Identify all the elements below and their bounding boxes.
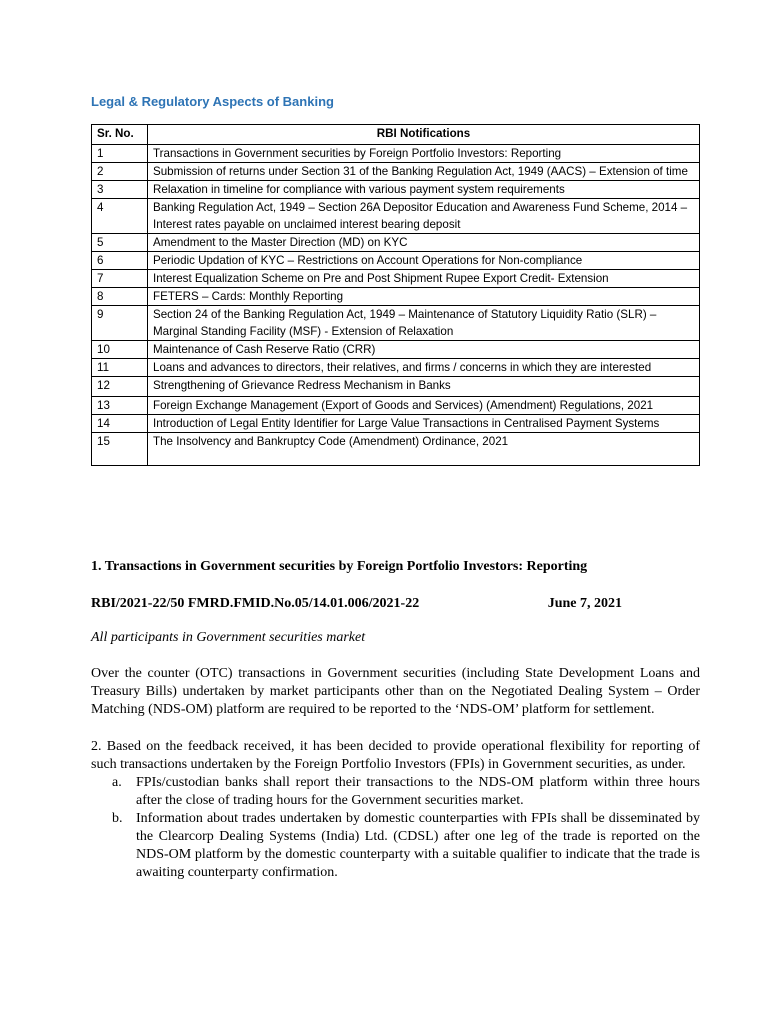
paragraph-1: Over the counter (OTC) transactions in Government securities (including State Development Loans and Treasury Bills) undertaken by market participants other than on the Negotiated Dealing System – Order Matching (NDS-OM) platform are required to be reported to the ‘NDS-OM’ platform for settlement. bbox=[91, 666, 700, 717]
section-heading: 1. Transactions in Government securities by Foreign Portfolio Investors: Reporting bbox=[91, 559, 588, 574]
list-marker: b. bbox=[112, 811, 123, 826]
list-item bbox=[112, 810, 700, 882]
row-title: Loans and advances to directors, their relatives, and firms / concerns in which they are interested bbox=[148, 359, 700, 377]
row-number: 6 bbox=[92, 252, 148, 270]
row-number: 10 bbox=[92, 341, 148, 359]
table-row bbox=[92, 341, 700, 359]
row-number: 9 bbox=[92, 306, 148, 341]
table-row bbox=[92, 377, 700, 397]
list-marker: a. bbox=[112, 775, 122, 790]
circular-date: June 7, 2021 bbox=[547, 596, 622, 611]
table-row bbox=[92, 415, 700, 433]
table-row bbox=[92, 288, 700, 306]
table-row bbox=[92, 270, 700, 288]
list-item-text: FPIs/custodian banks shall report their transactions to the NDS-OM platform within three hours after the close of trading hours for the Government securities market. bbox=[136, 775, 700, 808]
table-row bbox=[92, 145, 700, 163]
table-row bbox=[92, 359, 700, 377]
row-title: Section 24 of the Banking Regulation Act, 1949 – Maintenance of Statutory Liquidity Ratio (SLR) – Marginal Standing Facility (MSF) - Extension of Relaxation bbox=[148, 306, 700, 341]
list-item bbox=[112, 774, 700, 810]
row-number: 8 bbox=[92, 288, 148, 306]
row-number: 15 bbox=[92, 433, 148, 466]
row-title: Strengthening of Grievance Redress Mechanism in Banks bbox=[148, 377, 700, 397]
column-header-notifications: RBI Notifications bbox=[148, 125, 700, 145]
row-number: 14 bbox=[92, 415, 148, 433]
row-title: Periodic Updation of KYC – Restrictions on Account Operations for Non-compliance bbox=[148, 252, 700, 270]
row-title: Introduction of Legal Entity Identifier for Large Value Transactions in Centralised Payment Systems bbox=[148, 415, 700, 433]
row-title: The Insolvency and Bankruptcy Code (Amendment) Ordinance, 2021 bbox=[148, 433, 700, 466]
table-row bbox=[92, 397, 700, 415]
row-title: Amendment to the Master Direction (MD) on KYC bbox=[148, 234, 700, 252]
row-number: 13 bbox=[92, 397, 148, 415]
reporting-points-list bbox=[91, 774, 700, 882]
table-header-row bbox=[92, 125, 700, 145]
row-title: Transactions in Government securities by Foreign Portfolio Investors: Reporting bbox=[148, 145, 700, 163]
row-title: Submission of returns under Section 31 of the Banking Regulation Act, 1949 (AACS) – Extension of time bbox=[148, 163, 700, 181]
row-title: Banking Regulation Act, 1949 – Section 26A Depositor Education and Awareness Fund Scheme, 2014 – Interest rates payable on unclaimed interest bearing deposit bbox=[148, 199, 700, 234]
table-row bbox=[92, 252, 700, 270]
list-item-text: Information about trades undertaken by domestic counterparties with FPIs shall be disseminated by the Clearcorp Dealing Systems (India) Ltd. (CDSL) after one leg of the trade is reported on the NDS-OM platform by the domestic counterparty with a suitable qualifier to indicate that the trade is awaiting counterparty confirmation. bbox=[136, 811, 700, 880]
row-number: 4 bbox=[92, 199, 148, 234]
section-1 bbox=[91, 558, 700, 882]
row-number: 11 bbox=[92, 359, 148, 377]
row-number: 2 bbox=[92, 163, 148, 181]
row-title: Maintenance of Cash Reserve Ratio (CRR) bbox=[148, 341, 700, 359]
row-number: 3 bbox=[92, 181, 148, 199]
table-row bbox=[92, 163, 700, 181]
row-title: Foreign Exchange Management (Export of Goods and Services) (Amendment) Regulations, 2021 bbox=[148, 397, 700, 415]
row-number: 1 bbox=[92, 145, 148, 163]
circular-reference: RBI/2021-22/50 FMRD.FMID.No.05/14.01.006/2021-22 bbox=[91, 596, 420, 611]
row-title: Relaxation in timeline for compliance with various payment system requirements bbox=[148, 181, 700, 199]
table-row bbox=[92, 433, 700, 466]
reference-line bbox=[91, 595, 700, 613]
paragraph-2: 2. Based on the feedback received, it has been decided to provide operational flexibility for reporting of such transactions undertaken by the Foreign Portfolio Investors (FPIs) in Government securities, as under. bbox=[91, 739, 700, 772]
table-row bbox=[92, 199, 700, 234]
table-row bbox=[92, 234, 700, 252]
page-title: Legal & Regulatory Aspects of Banking bbox=[91, 94, 334, 109]
rbi-notifications-table bbox=[91, 124, 700, 466]
table-row bbox=[92, 306, 700, 341]
row-number: 12 bbox=[92, 377, 148, 397]
table-row bbox=[92, 181, 700, 199]
row-number: 5 bbox=[92, 234, 148, 252]
addressee: All participants in Government securities market bbox=[91, 630, 366, 645]
column-header-sr-no: Sr. No. bbox=[92, 125, 148, 145]
row-number: 7 bbox=[92, 270, 148, 288]
row-title: FETERS – Cards: Monthly Reporting bbox=[148, 288, 700, 306]
row-title: Interest Equalization Scheme on Pre and Post Shipment Rupee Export Credit- Extension bbox=[148, 270, 700, 288]
